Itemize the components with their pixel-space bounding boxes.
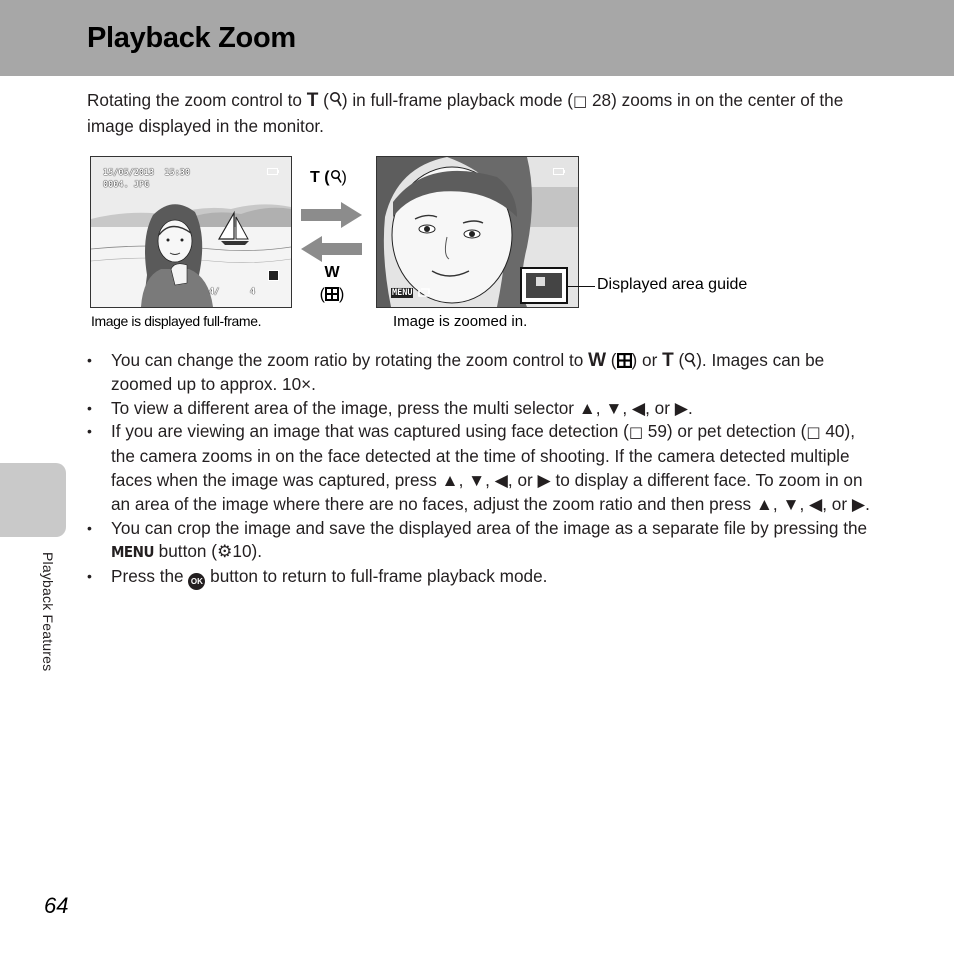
- bullet-text: button to return to full-frame playback mode.: [205, 566, 548, 587]
- bullet-text: If you are viewing an image that was captured using face detection (: [111, 421, 629, 442]
- wide-label-text: W: [324, 264, 340, 281]
- book-icon: □: [573, 92, 588, 110]
- full-frame-screen: [90, 156, 292, 308]
- bullet-text: button (: [153, 541, 217, 562]
- magnify-icon: [684, 352, 696, 368]
- zoom-out-arrow: [301, 236, 363, 262]
- bullet-text: ). Images can be zoomed up to approx. 10×.: [111, 350, 825, 394]
- intro-paragraph: [87, 88, 857, 139]
- tele-label-end: ): [341, 169, 347, 186]
- bullet-text: You can crop the image and save the displayed area of the image as a separate file by pressing the: [111, 517, 868, 538]
- bullet-text: You can change the zoom ratio by rotating the zoom control to: [111, 350, 589, 370]
- tele-label: [310, 169, 347, 187]
- guide-label: Displayed area guide: [597, 276, 748, 293]
- list-item: • You can crop the image and save the displayed area of the image as a separate file by pressing the MENU button (⚙10).: [87, 517, 868, 562]
- battery-icon: [553, 168, 565, 175]
- menu-indicator: MENU: [392, 288, 413, 298]
- frame-counter: 4/ 4: [209, 287, 256, 297]
- bullet-text: 59) or pet detection (: [643, 421, 807, 442]
- section-label-text: Playback Features: [40, 552, 56, 672]
- zoom-in-arrow: [301, 202, 363, 228]
- guide-leader-line: [568, 286, 595, 287]
- page-title: Playback Zoom: [87, 22, 296, 54]
- magnify-icon: [330, 169, 342, 184]
- intro-text: ) in full-frame playback mode (: [341, 90, 574, 110]
- wide-label: [314, 262, 350, 306]
- bullet-list: [87, 349, 877, 590]
- tele-symbol: T: [306, 90, 319, 111]
- bullet-text: (: [606, 350, 617, 370]
- ok-button-icon: OK: [188, 573, 205, 590]
- wide-symbol: W: [588, 350, 607, 371]
- wide-label-paren-open: (: [319, 286, 325, 303]
- page-number: 64: [44, 893, 69, 918]
- list-item: • If you are viewing an image that was captured using face detection (□ 59) or pet detection (□ 40), the camera zooms in on the face detected at the time of shooting. If the camera detected multiple faces when the image was captured, press ▲, ▼, ◀, or ▶ to display a different face. To zoom in on an area of the image where there are no faces, adjust the zoom ratio and then press ▲, ▼, ◀, or ▶.: [87, 421, 870, 514]
- list-item: • You can change the zoom ratio by rotating the zoom control to W ( ) or T ( ). Images can be zoomed up to approx. 10×.: [87, 350, 825, 394]
- section-tab: [0, 463, 66, 537]
- file-name-display: 0004. JPG: [103, 180, 150, 190]
- displayed-area-guide: [520, 267, 568, 304]
- full-frame-caption: Image is displayed full-frame.: [91, 313, 262, 329]
- guide-visible-area: [536, 277, 545, 286]
- zoomed-caption: Image is zoomed in.: [393, 313, 528, 330]
- magnify-icon: [329, 91, 342, 108]
- tele-symbol: T: [662, 350, 674, 371]
- image-mode-icon: [268, 270, 279, 281]
- reference-icon: ⚙: [216, 541, 233, 562]
- menu-button-symbol: MENU: [111, 543, 154, 562]
- book-icon: □: [628, 423, 644, 442]
- bullet-text: To view a different area of the image, press the multi selector ▲, ▼, ◀, or ▶.: [111, 397, 693, 418]
- intro-text: 28) zooms in on the center of the image displayed in the monitor.: [87, 90, 844, 136]
- bullet-text: 10).: [232, 541, 263, 562]
- wide-label-paren-close: ): [339, 286, 345, 303]
- book-icon: □: [806, 423, 821, 442]
- intro-text: Rotating the zoom control to: [87, 90, 307, 110]
- crop-icon: [417, 288, 431, 298]
- thumbnail-grid-icon: [325, 287, 339, 301]
- bullet-text: 40), the camera zooms in on the face detected at the time of shooting. If the camera detected multiple faces when the image was captured, press ▲, ▼, ◀, or ▶ to display a different face. To zoom in on an area of the image where there are no faces, adjust the zoom ratio and then press ▲, ▼, ◀, or ▶.: [111, 421, 870, 514]
- bullet-text: ) or: [631, 350, 663, 370]
- bullet-text: Press the: [111, 566, 189, 587]
- tele-label-text: T (: [310, 169, 330, 186]
- thumbnail-grid-icon: [617, 353, 632, 368]
- bullet-text: (: [673, 350, 685, 370]
- section-label: [38, 552, 56, 702]
- date-time-display: 15/05/2013 15:30: [103, 168, 190, 178]
- intro-text: (: [318, 90, 329, 110]
- battery-icon: [267, 168, 279, 175]
- list-item: • To view a different area of the image, press the multi selector ▲, ▼, ◀, or ▶.: [87, 397, 693, 418]
- list-item: • Press the OK button to return to full-frame playback mode.: [87, 565, 877, 590]
